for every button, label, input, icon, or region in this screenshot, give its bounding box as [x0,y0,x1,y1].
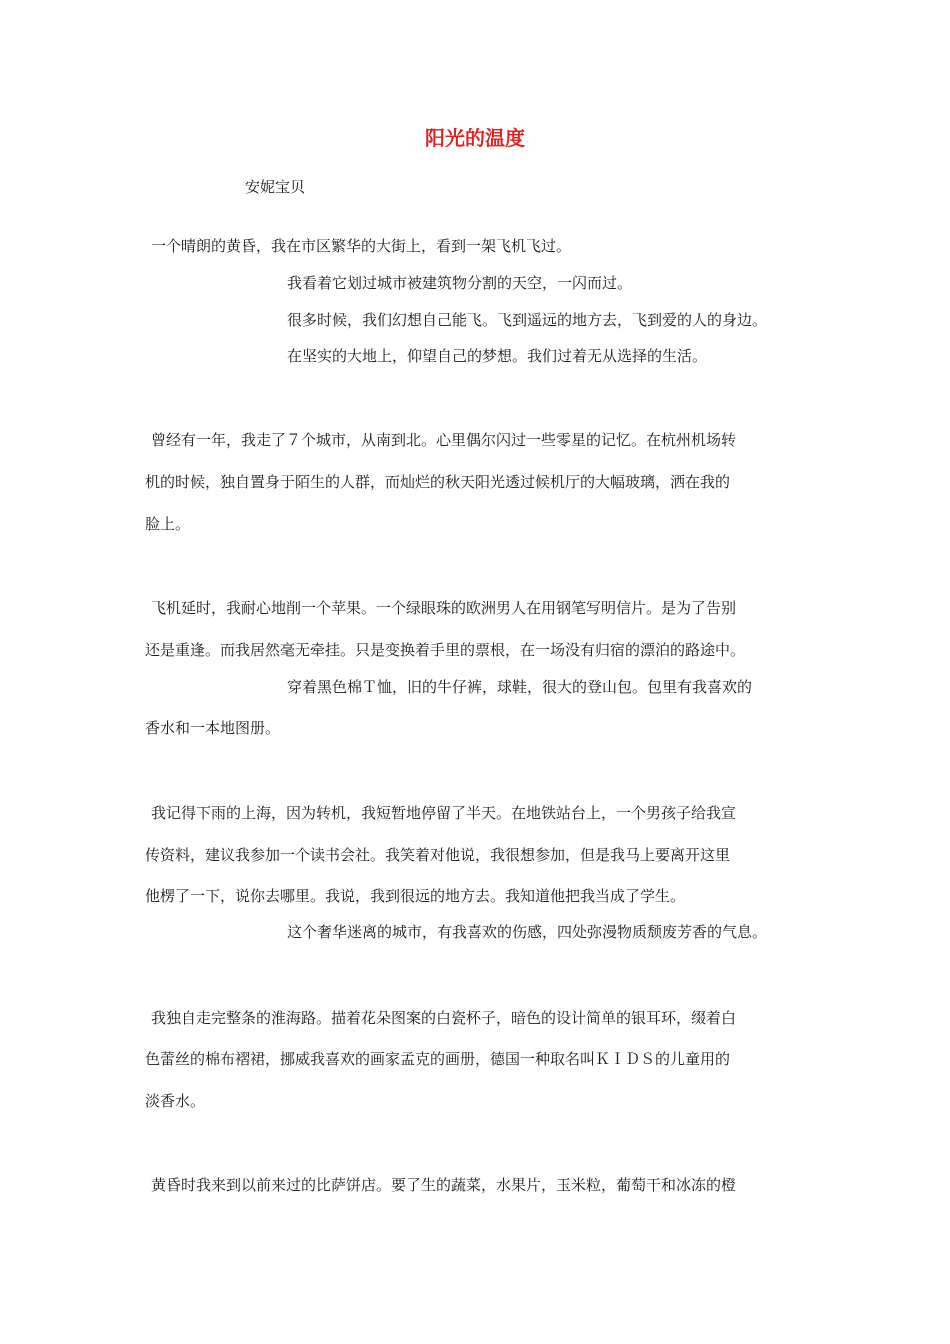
author-name: 安妮宝贝 [245,178,306,196]
text-line: 色蕾丝的棉布褶裙，挪威我喜欢的画家孟克的画册，德国一种取名叫ＫＩＤＳ的儿童用的 [145,1050,731,1068]
text-line: 我独自走完整条的淮海路。描着花朵图案的白瓷杯子，暗色的设计简单的银耳环，缀着白 [151,1009,737,1027]
text-line: 传资料，建议我参加一个读书会社。我笑着对他说，我很想参加，但是我马上要离开这里 [145,846,731,864]
text-line: 机的时候，独自置身于陌生的人群，而灿烂的秋天阳光透过候机厅的大幅玻璃，洒在我的 [145,473,731,491]
text-line: 香水和一本地图册。 [145,719,281,737]
document-title: 阳光的温度 [425,126,525,150]
text-line: 还是重逢。而我居然毫无牵挂。只是变换着手里的票根，在一场没有归宿的漂泊的路途中。 [145,641,746,659]
text-line: 一个晴朗的黄昏，我在市区繁华的大街上，看到一架飞机飞过。 [151,237,572,255]
text-line: 穿着黑色棉Ｔ恤，旧的牛仔裤，球鞋，很大的登山包。包里有我喜欢的 [287,678,753,696]
text-line: 飞机延时，我耐心地削一个苹果。一个绿眼珠的欧洲男人在用钢笔写明信片。是为了告别 [151,599,737,617]
text-line: 淡香水。 [145,1092,206,1110]
text-line: 他楞了一下，说你去哪里。我说，我到很远的地方去。我知道他把我当成了学生。 [145,887,686,905]
text-line: 很多时候，我们幻想自己能飞。飞到遥远的地方去，飞到爱的人的身边。 [287,311,768,329]
text-line: 这个奢华迷离的城市，有我喜欢的伤感，四处弥漫物质颓废芳香的气息。 [287,923,768,941]
text-line: 黄昏时我来到以前来过的比萨饼店。要了生的蔬菜，水果片，玉米粒，葡萄干和冰冻的橙 [151,1176,737,1194]
text-line: 在坚实的大地上，仰望自己的梦想。我们过着无从选择的生活。 [287,347,708,365]
text-line: 脸上。 [145,515,191,533]
text-line: 我看着它划过城市被建筑物分割的天空，一闪而过。 [287,274,633,292]
text-line: 曾经有一年，我走了７个城市，从南到北。心里偶尔闪过一些零星的记忆。在杭州机场转 [151,431,737,449]
text-line: 我记得下雨的上海，因为转机，我短暂地停留了半天。在地铁站台上，一个男孩子给我宣 [151,804,737,822]
